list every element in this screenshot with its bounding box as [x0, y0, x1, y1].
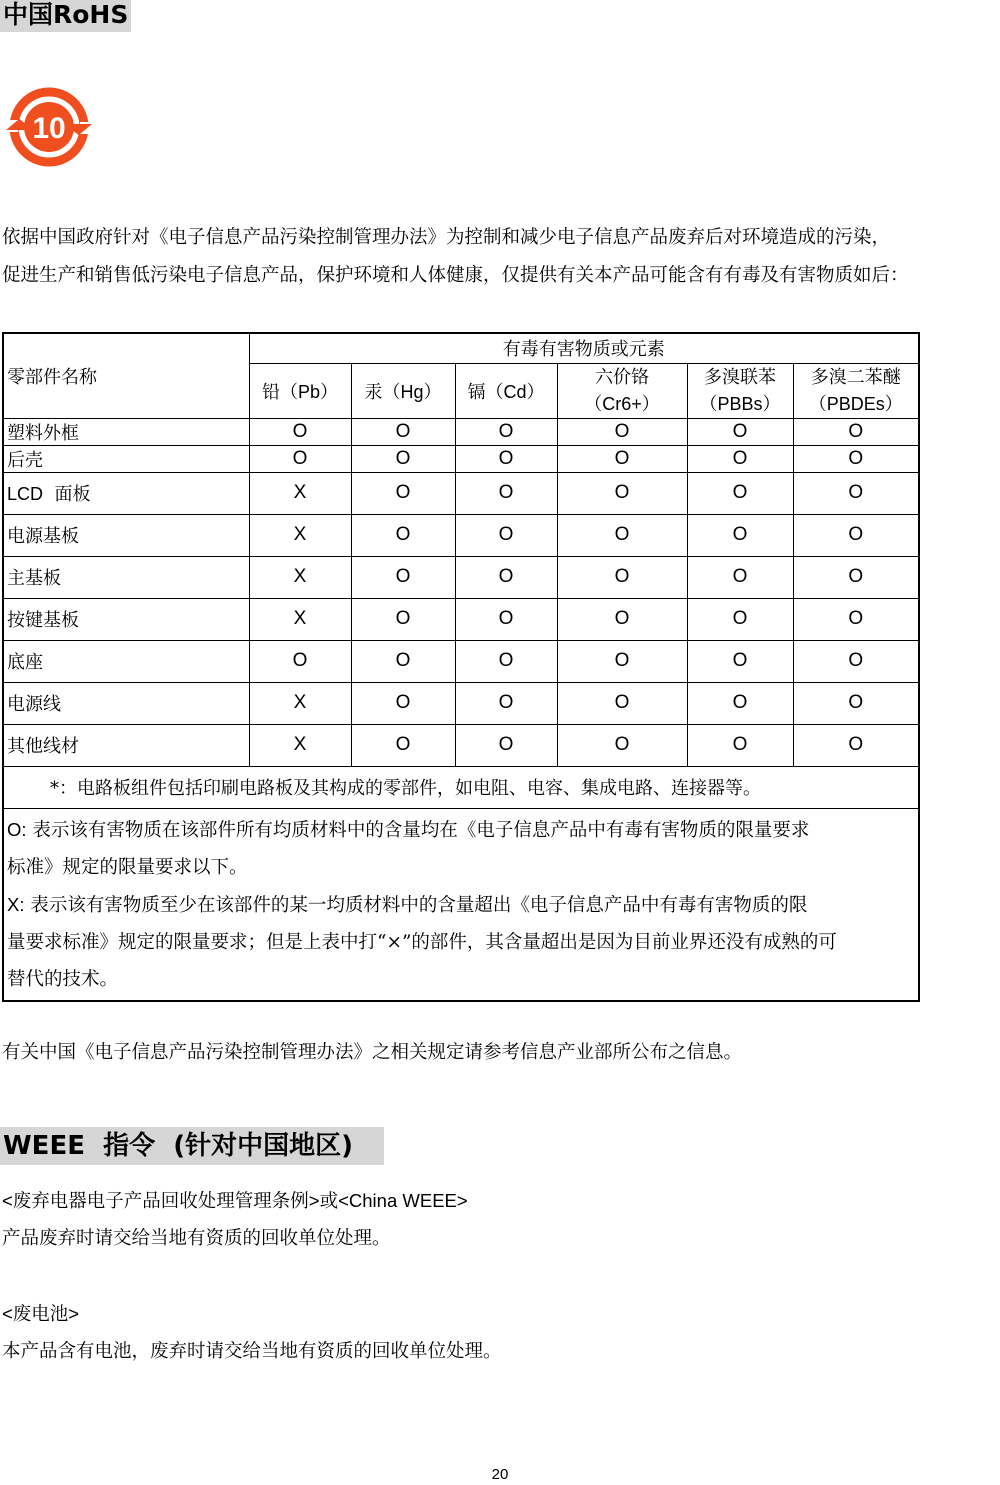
table-row: [3, 640, 919, 682]
table-row: [3, 598, 919, 640]
substance-mark: O: [687, 472, 793, 514]
substance-mark: O: [455, 640, 557, 682]
substance-mark: O: [557, 682, 687, 724]
part-name-cell: 塑料外框: [3, 418, 249, 445]
substance-mark: O: [455, 682, 557, 724]
substance-mark: O: [455, 598, 557, 640]
substance-header-cr6: 六价铬 （Cr6+）: [557, 363, 687, 418]
substance-mark: O: [687, 682, 793, 724]
substance-mark: O: [455, 445, 557, 472]
weee-heading: WEEE 指令 (针对中国地区): [0, 1127, 384, 1165]
efup-10-logo-icon: [4, 86, 94, 168]
part-name-cell: 电源基板: [3, 514, 249, 556]
substance-mark: O: [557, 640, 687, 682]
substance-mark: O: [793, 445, 919, 472]
substance-mark: X: [249, 472, 351, 514]
substance-mark: O: [793, 724, 919, 766]
legend-x-line-1: X: 表示该有害物质至少在该部件的某一均质材料中的含量超出《电子信息产品中有毒有害物质的限: [7, 893, 808, 916]
hazardous-substance-table: [2, 332, 920, 1002]
table-row: [3, 514, 919, 556]
substance-mark: O: [557, 556, 687, 598]
part-name-cell: 主基板: [3, 556, 249, 598]
substance-mark: O: [455, 556, 557, 598]
substance-mark: O: [687, 598, 793, 640]
substance-mark: O: [351, 640, 455, 682]
weee-sub2-text: 本产品含有电池，废弃时请交给当地有资质的回收单位处理。: [2, 1341, 502, 1362]
substance-mark: O: [687, 556, 793, 598]
substance-mark: O: [557, 472, 687, 514]
substance-header-pbdes: 多溴二苯醚 （PBDEs）: [793, 363, 919, 418]
substance-mark: O: [351, 418, 455, 445]
substance-mark: O: [687, 640, 793, 682]
part-name-cell: 其他线材: [3, 724, 249, 766]
substance-mark: O: [793, 472, 919, 514]
legend-x-line-3: 替代的技术。: [7, 968, 119, 990]
substance-header-pbbs: 多溴联苯 （PBBs）: [687, 363, 793, 418]
substance-mark: O: [455, 472, 557, 514]
table-row: [3, 556, 919, 598]
table-legend: [3, 808, 919, 1001]
substance-mark: O: [793, 682, 919, 724]
substance-mark: O: [249, 640, 351, 682]
legend-o-line-1: O: 表示该有害物质在该部件所有均质材料中的含量均在《电子信息产品中有毒有害物质的限量要求: [7, 818, 810, 841]
substance-mark: O: [351, 445, 455, 472]
page-number: 20: [491, 1466, 509, 1483]
substance-mark: O: [687, 445, 793, 472]
substance-mark: O: [557, 418, 687, 445]
substance-mark: X: [249, 598, 351, 640]
substance-mark: O: [351, 598, 455, 640]
substance-mark: O: [351, 472, 455, 514]
rohs-intro-line-2: 促进生产和销售低污染电子信息产品，保护环境和人体健康，仅提供有关本产品可能含有有毒及有害物质如后：: [2, 265, 909, 286]
table-row: [3, 418, 919, 445]
substance-mark: O: [557, 724, 687, 766]
substance-mark: X: [249, 724, 351, 766]
substance-mark: O: [351, 682, 455, 724]
rohs-heading: 中国RoHS: [0, 0, 131, 32]
substance-mark: O: [557, 445, 687, 472]
substance-mark: O: [687, 724, 793, 766]
part-name-cell: 按键基板: [3, 598, 249, 640]
weee-sub1-text: 产品废弃时请交给当地有资质的回收单位处理。: [2, 1228, 391, 1249]
legend-o-line-2: 标准》规定的限量要求以下。: [7, 856, 248, 878]
substance-mark: O: [687, 418, 793, 445]
substance-mark: O: [793, 556, 919, 598]
substance-mark: O: [249, 445, 351, 472]
substance-mark: O: [455, 514, 557, 556]
part-name-cell: 电源线: [3, 682, 249, 724]
substance-mark: O: [351, 724, 455, 766]
table-row: [3, 724, 919, 766]
table-row: [3, 445, 919, 472]
substance-mark: O: [455, 724, 557, 766]
legend-x-line-2: 量要求标准》规定的限量要求；但是上表中打“×”的部件，其含量超出是因为目前业界还没有成熟的可: [7, 931, 837, 953]
substance-mark: X: [249, 514, 351, 556]
substance-mark: O: [351, 556, 455, 598]
efup-logo-number: 10: [32, 112, 66, 145]
substance-header-hg: 汞（Hg）: [351, 363, 455, 418]
part-name-cell: LCD 面板: [3, 472, 249, 514]
table-row: [3, 472, 919, 514]
substance-header-cd: 镉（Cd）: [455, 363, 557, 418]
substance-mark: O: [455, 418, 557, 445]
weee-sub1-title: <废弃电器电子产品回收处理管理条例>或<China WEEE>: [2, 1190, 468, 1211]
substance-mark: X: [249, 682, 351, 724]
substance-mark: O: [793, 514, 919, 556]
substance-mark: O: [249, 418, 351, 445]
substance-mark: O: [793, 418, 919, 445]
table-footnote: *：电路板组件包括印刷电路板及其构成的零部件，如电阻、电容、集成电路、连接器等。: [3, 766, 919, 808]
substance-mark: O: [793, 598, 919, 640]
part-name-header: 零部件名称: [3, 333, 249, 418]
reference-note: 有关中国《电子信息产品污染控制管理办法》之相关规定请参考信息产业部所公布之信息。: [2, 1042, 743, 1063]
substance-header-pb: 铅（Pb）: [249, 363, 351, 418]
substance-mark: O: [687, 514, 793, 556]
table-row: [3, 682, 919, 724]
rohs-intro-line-1: 依据中国政府针对《电子信息产品污染控制管理办法》为控制和减少电子信息产品废弃后对环境造成的污染，: [2, 227, 891, 248]
part-name-cell: 底座: [3, 640, 249, 682]
substance-mark: O: [351, 514, 455, 556]
substance-mark: X: [249, 556, 351, 598]
substance-mark: O: [557, 598, 687, 640]
substance-group-header: 有毒有害物质或元素: [249, 333, 919, 363]
substance-mark: O: [557, 514, 687, 556]
part-name-cell: 后壳: [3, 445, 249, 472]
weee-sub2-title: <废电池>: [2, 1303, 80, 1324]
substance-mark: O: [793, 640, 919, 682]
